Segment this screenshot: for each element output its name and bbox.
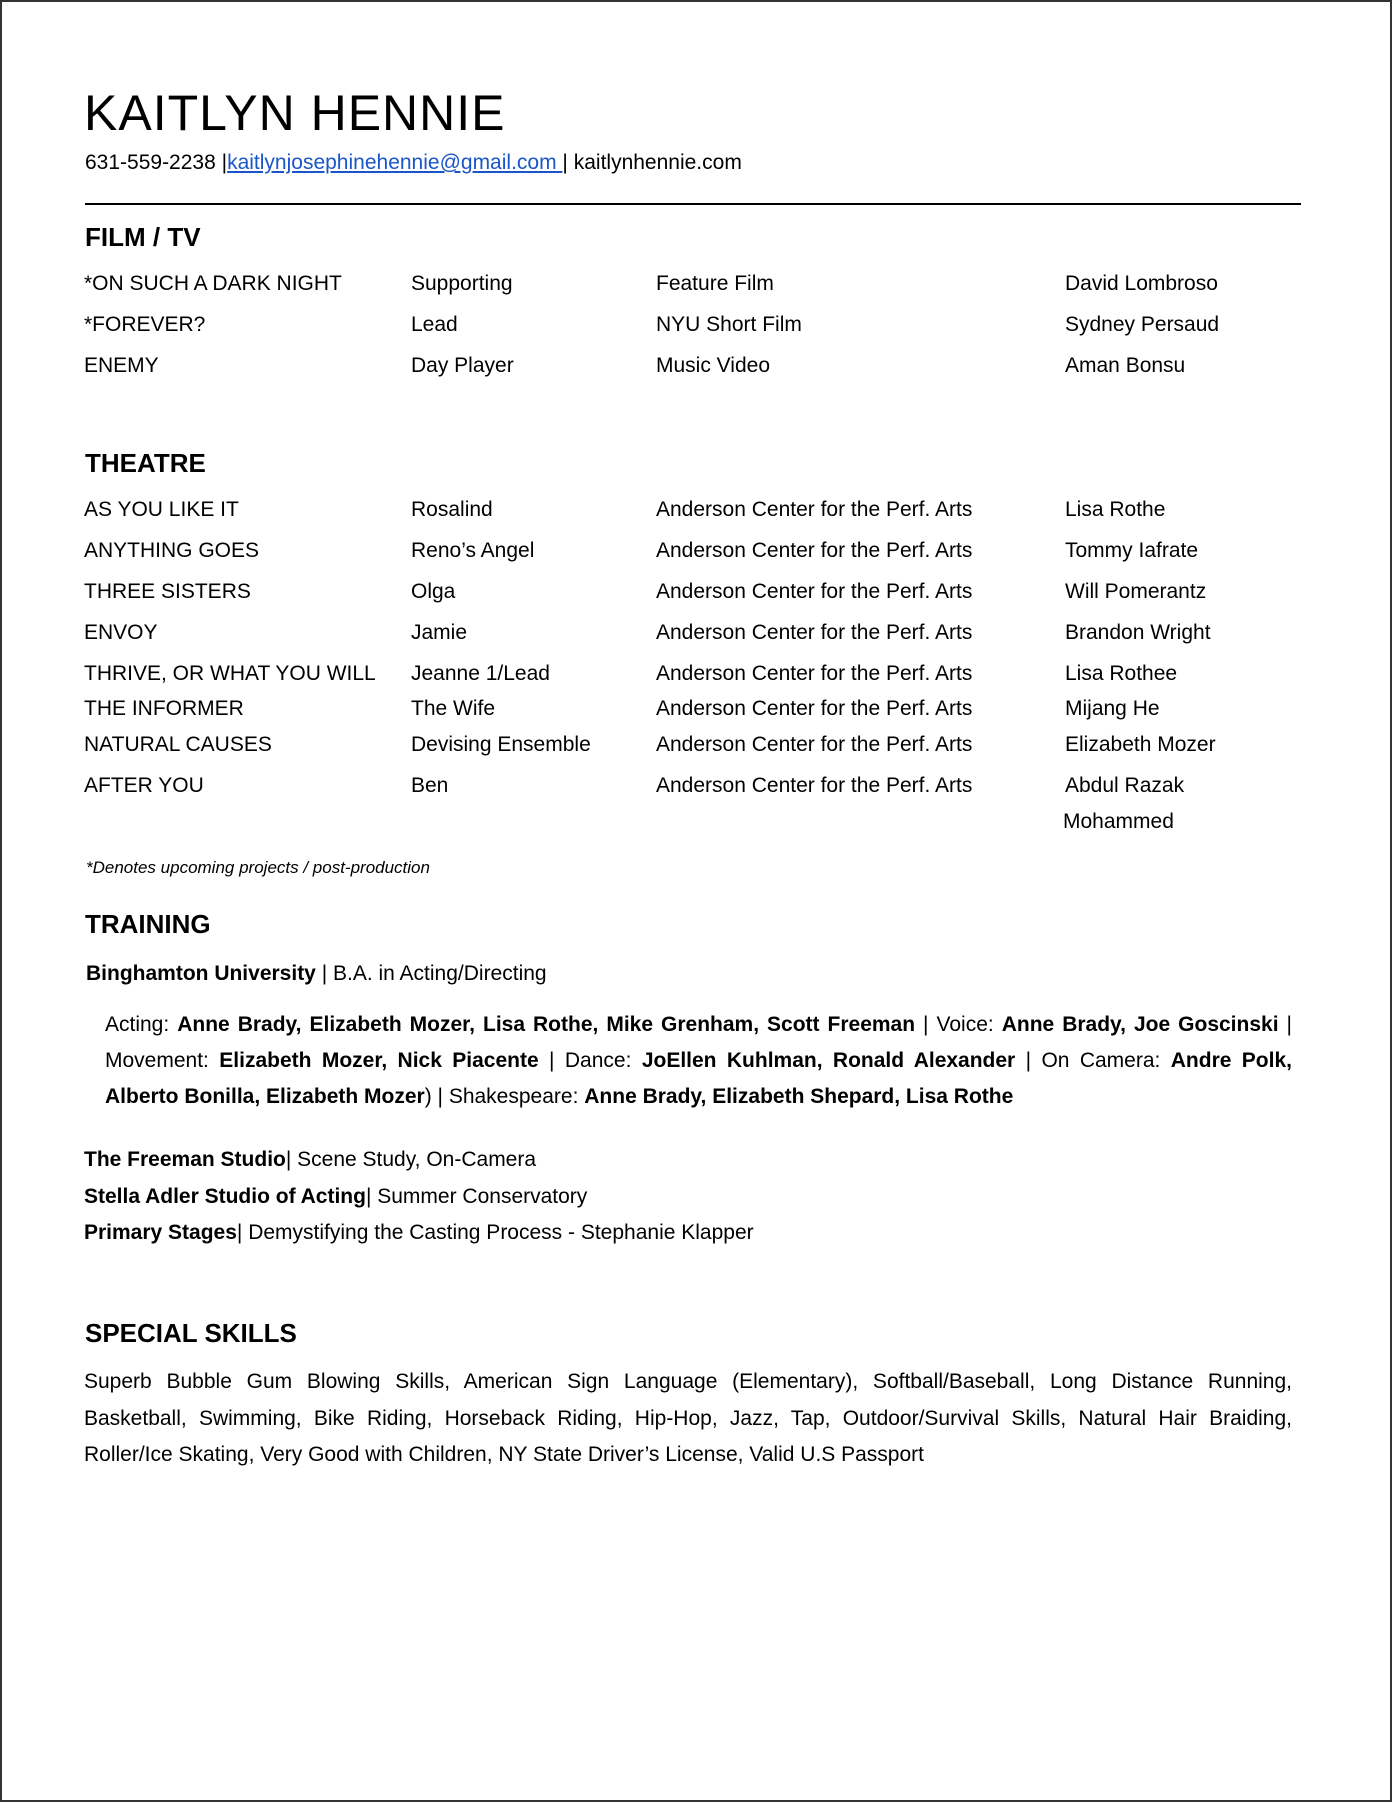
credit-venue: NYU Short Film: [656, 313, 802, 336]
credit-director: Brandon Wright: [1065, 621, 1211, 644]
studio-detail: | Summer Conservatory: [365, 1184, 588, 1208]
contact-line: [85, 149, 742, 177]
credit-venue: Anderson Center for the Perf. Arts: [656, 662, 973, 685]
credit-director: Mijang He: [1065, 697, 1160, 720]
section-heading-film-tv: FILM / TV: [85, 222, 201, 252]
studio-detail: | Demystifying the Casting Process - Stephanie Klapper: [236, 1221, 754, 1244]
credit-title: THRIVE, OR WHAT YOU WILL: [84, 662, 376, 685]
credit-venue: Anderson Center for the Perf. Arts: [656, 774, 973, 797]
credit-title: *FOREVER?: [84, 313, 206, 336]
credit-role: Rosalind: [411, 498, 493, 521]
credit-venue: Anderson Center for the Perf. Arts: [656, 733, 973, 756]
voice-label: | Voice:: [915, 1013, 1002, 1036]
header-divider: [85, 203, 1301, 205]
credit-title: *ON SUCH A DARK NIGHT: [84, 272, 342, 295]
separator: |: [215, 151, 228, 174]
footnote: *Denotes upcoming projects / post-production: [86, 858, 430, 877]
credit-director: Lisa Rothee: [1065, 662, 1178, 685]
studio-item: [84, 1215, 754, 1252]
credit-role: Reno’s Angel: [411, 539, 535, 562]
dance-label: | Dance:: [538, 1049, 642, 1072]
shakespeare-teachers: Anne Brady, Elizabeth Shepard, Lisa Rothe: [584, 1085, 1014, 1108]
studio-list: [84, 1142, 754, 1252]
credit-role: Devising Ensemble: [411, 733, 591, 756]
credit-role: Jamie: [411, 621, 468, 644]
movement-teachers: Elizabeth Mozer, Nick Piacente: [219, 1049, 539, 1072]
studio-detail: | Scene Study, On-Camera: [285, 1148, 537, 1171]
credit-title: ENVOY: [84, 621, 158, 644]
credit-role: Olga: [411, 580, 456, 603]
credit-title: AS YOU LIKE IT: [84, 498, 239, 521]
credit-director: Tommy Iafrate: [1065, 539, 1199, 562]
email-link[interactable]: kaitlynjosephinehennie@gmail.com: [227, 151, 563, 174]
credit-director-cell: [1065, 772, 1184, 836]
credit-director: Lisa Rothe: [1065, 498, 1166, 521]
credit-title: AFTER YOU: [84, 774, 204, 797]
credit-venue: Anderson Center for the Perf. Arts: [656, 621, 973, 644]
teachers-paragraph: [105, 1007, 1292, 1115]
studio-item: [84, 1179, 754, 1216]
credit-venue: Anderson Center for the Perf. Arts: [656, 697, 973, 720]
university-line: [86, 960, 547, 988]
studio-item: [84, 1142, 754, 1179]
university-name: Binghamton University: [86, 962, 316, 985]
credit-venue: Anderson Center for the Perf. Arts: [656, 580, 973, 603]
credit-role: Jeanne 1/Lead: [411, 662, 550, 685]
resume-name: KAITLYN HENNIE: [84, 85, 506, 141]
studio-name: The Freeman Studio: [84, 1148, 286, 1171]
credit-title: THE INFORMER: [84, 697, 244, 720]
acting-teachers: Anne Brady, Elizabeth Mozer, Lisa Rothe, Mike Grenham, Scott Freeman: [177, 1013, 916, 1036]
credit-director: Abdul Razak: [1065, 774, 1185, 797]
acting-label: Acting:: [105, 1013, 178, 1036]
studio-name: Primary Stages: [84, 1221, 237, 1244]
section-heading-training: TRAINING: [85, 909, 211, 939]
credit-director: Aman Bonsu: [1065, 354, 1186, 377]
credit-role: Day Player: [411, 354, 514, 377]
credit-role: Ben: [411, 774, 449, 797]
credit-director: David Lombroso: [1065, 272, 1218, 295]
credit-title: NATURAL CAUSES: [84, 733, 272, 756]
credit-title: ENEMY: [84, 354, 159, 377]
credit-venue: Anderson Center for the Perf. Arts: [656, 498, 973, 521]
on-camera-label: | On Camera:: [1015, 1049, 1171, 1072]
shakespeare-label: ) | Shakespeare:: [424, 1085, 585, 1108]
on-camera-teachers: Andre Polk, Alberto Bonilla, Elizabeth Mozer: [105, 1049, 1292, 1108]
credit-director: Elizabeth Mozer: [1065, 733, 1216, 756]
credit-title: ANYTHING GOES: [84, 539, 260, 562]
movement-label: | Movement:: [105, 1013, 1292, 1072]
credit-venue: Music Video: [656, 354, 771, 377]
studio-name: Stella Adler Studio of Acting: [84, 1184, 366, 1208]
credit-role: Supporting: [411, 272, 513, 295]
credit-title: THREE SISTERS: [84, 580, 251, 603]
skills-paragraph: Superb Bubble Gum Blowing Skills, American Sign Language (Elementary), Softball/Baseball, Long Distance Running, Basketball, Swimming, Bike Riding, Horseback Riding, Hip-Hop, Jazz, Tap, Outdoor/Survival Skills, Natural Hair Braiding, Roller/Ice Skating, Very Good with Children, NY State Driver’s License, Valid U.S Passport: [84, 1370, 1292, 1466]
credit-director: Sydney Persaud: [1065, 313, 1220, 336]
credit-venue: Anderson Center for the Perf. Arts: [656, 539, 973, 562]
section-heading-special-skills: SPECIAL SKILLS: [85, 1318, 297, 1348]
credit-venue: Feature Film: [656, 272, 774, 295]
website: kaitlynhennie.com: [573, 151, 742, 174]
separator: |: [562, 151, 574, 174]
credit-director: Will Pomerantz: [1065, 580, 1207, 603]
dance-teachers: JoEllen Kuhlman, Ronald Alexander: [641, 1049, 1016, 1072]
voice-teachers: Anne Brady, Joe Goscinski: [1001, 1013, 1279, 1036]
credit-role: Lead: [411, 313, 458, 336]
credit-director-line2: Mohammed: [1063, 810, 1174, 833]
credit-role: The Wife: [411, 697, 496, 720]
degree: | B.A. in Acting/Directing: [315, 962, 547, 985]
section-heading-theatre: THEATRE: [85, 448, 206, 478]
phone-number: 631-559-2238: [85, 151, 216, 174]
